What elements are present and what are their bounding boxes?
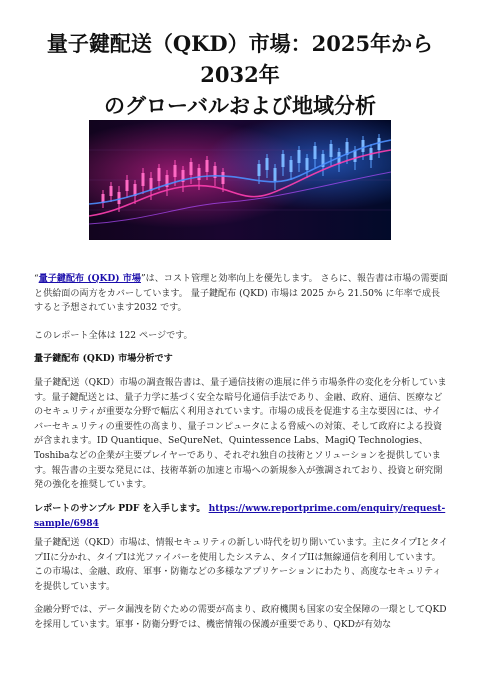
sample-label: レポートのサンプル PDF を入手します。 bbox=[34, 503, 209, 514]
finance-paragraph: 金融分野では、データ漏洩を防ぐための需要が高まり、政府機関も国家の安全保障の一環としてQKDを採用しています。軍事・防衛分野では、機密情報の保護が重要であり、QKDが有効な bbox=[34, 605, 447, 630]
title-line-2: のグローバルおよび地域分析 bbox=[104, 93, 376, 118]
intro-paragraph bbox=[34, 272, 448, 316]
hero-image bbox=[89, 120, 391, 240]
sample-link[interactable]: https://www.reportprime.com/enquiry/request-sample/6984 bbox=[34, 503, 446, 529]
page-title bbox=[24, 28, 456, 121]
intro-text: ”は、コスト管理と効率向上を優先します。 さらに、報告書は市場の需要面と供給面の両方をカバーしています。 量子鍵配布 (QKD) 市場は 2025 から 21.50% に年率で成長すると予想されています2032 です。 bbox=[34, 274, 448, 314]
quote-mark: “ bbox=[34, 274, 39, 284]
market-link[interactable]: 量子鍵配布 (QKD) 市場 bbox=[38, 273, 141, 284]
types-paragraph: 量子鍵配送（QKD）市場は、情報セキュリティの新しい時代を切り開いています。主にタイプIとタイプIIに分かれ、タイプIは光ファイバーを使用したシステム、タイプIIは無線通信を利用しています。この市場は、金融、政府、軍事・防衛などの多様なアプリケーションにわたり、高度なセキュリティを提供しています。 bbox=[34, 538, 448, 592]
title-line-1: 量子鍵配送（QKD）市場：2025年から2032年 bbox=[46, 31, 434, 87]
pages-note: このレポート全体は 122 ページです。 bbox=[34, 331, 193, 341]
sample-request bbox=[34, 502, 448, 531]
analysis-paragraph: 量子鍵配送（QKD）市場の調査報告書は、量子通信技術の進展に伴う市場条件の変化を分析しています。量子鍵配送とは、量子力学に基づく安全な暗号化通信手法であり、金融、政府、通信、医療などのセキュリティが重要な分野で幅広く利用されています。市場の成長を促進する主な要因には、サイバーセキュリティの重要性の高まり、量子コンピュータによる脅威への対策、そして政府による投資が含まれます。ID Quantique、SeQureNet、Quintessence Labs、MagiQ Technologies、Toshibaなどの企業が主要プレイヤーであり、それぞれ独自の技術とソリューションを提供しています。報告書の主要な発見には、技術革新の加速と市場への新規参入が強調されており、投資と研究開発の強化を推奨しています。 bbox=[34, 378, 447, 491]
section-heading: 量子鍵配布 (QKD) 市場分析です bbox=[34, 353, 173, 364]
